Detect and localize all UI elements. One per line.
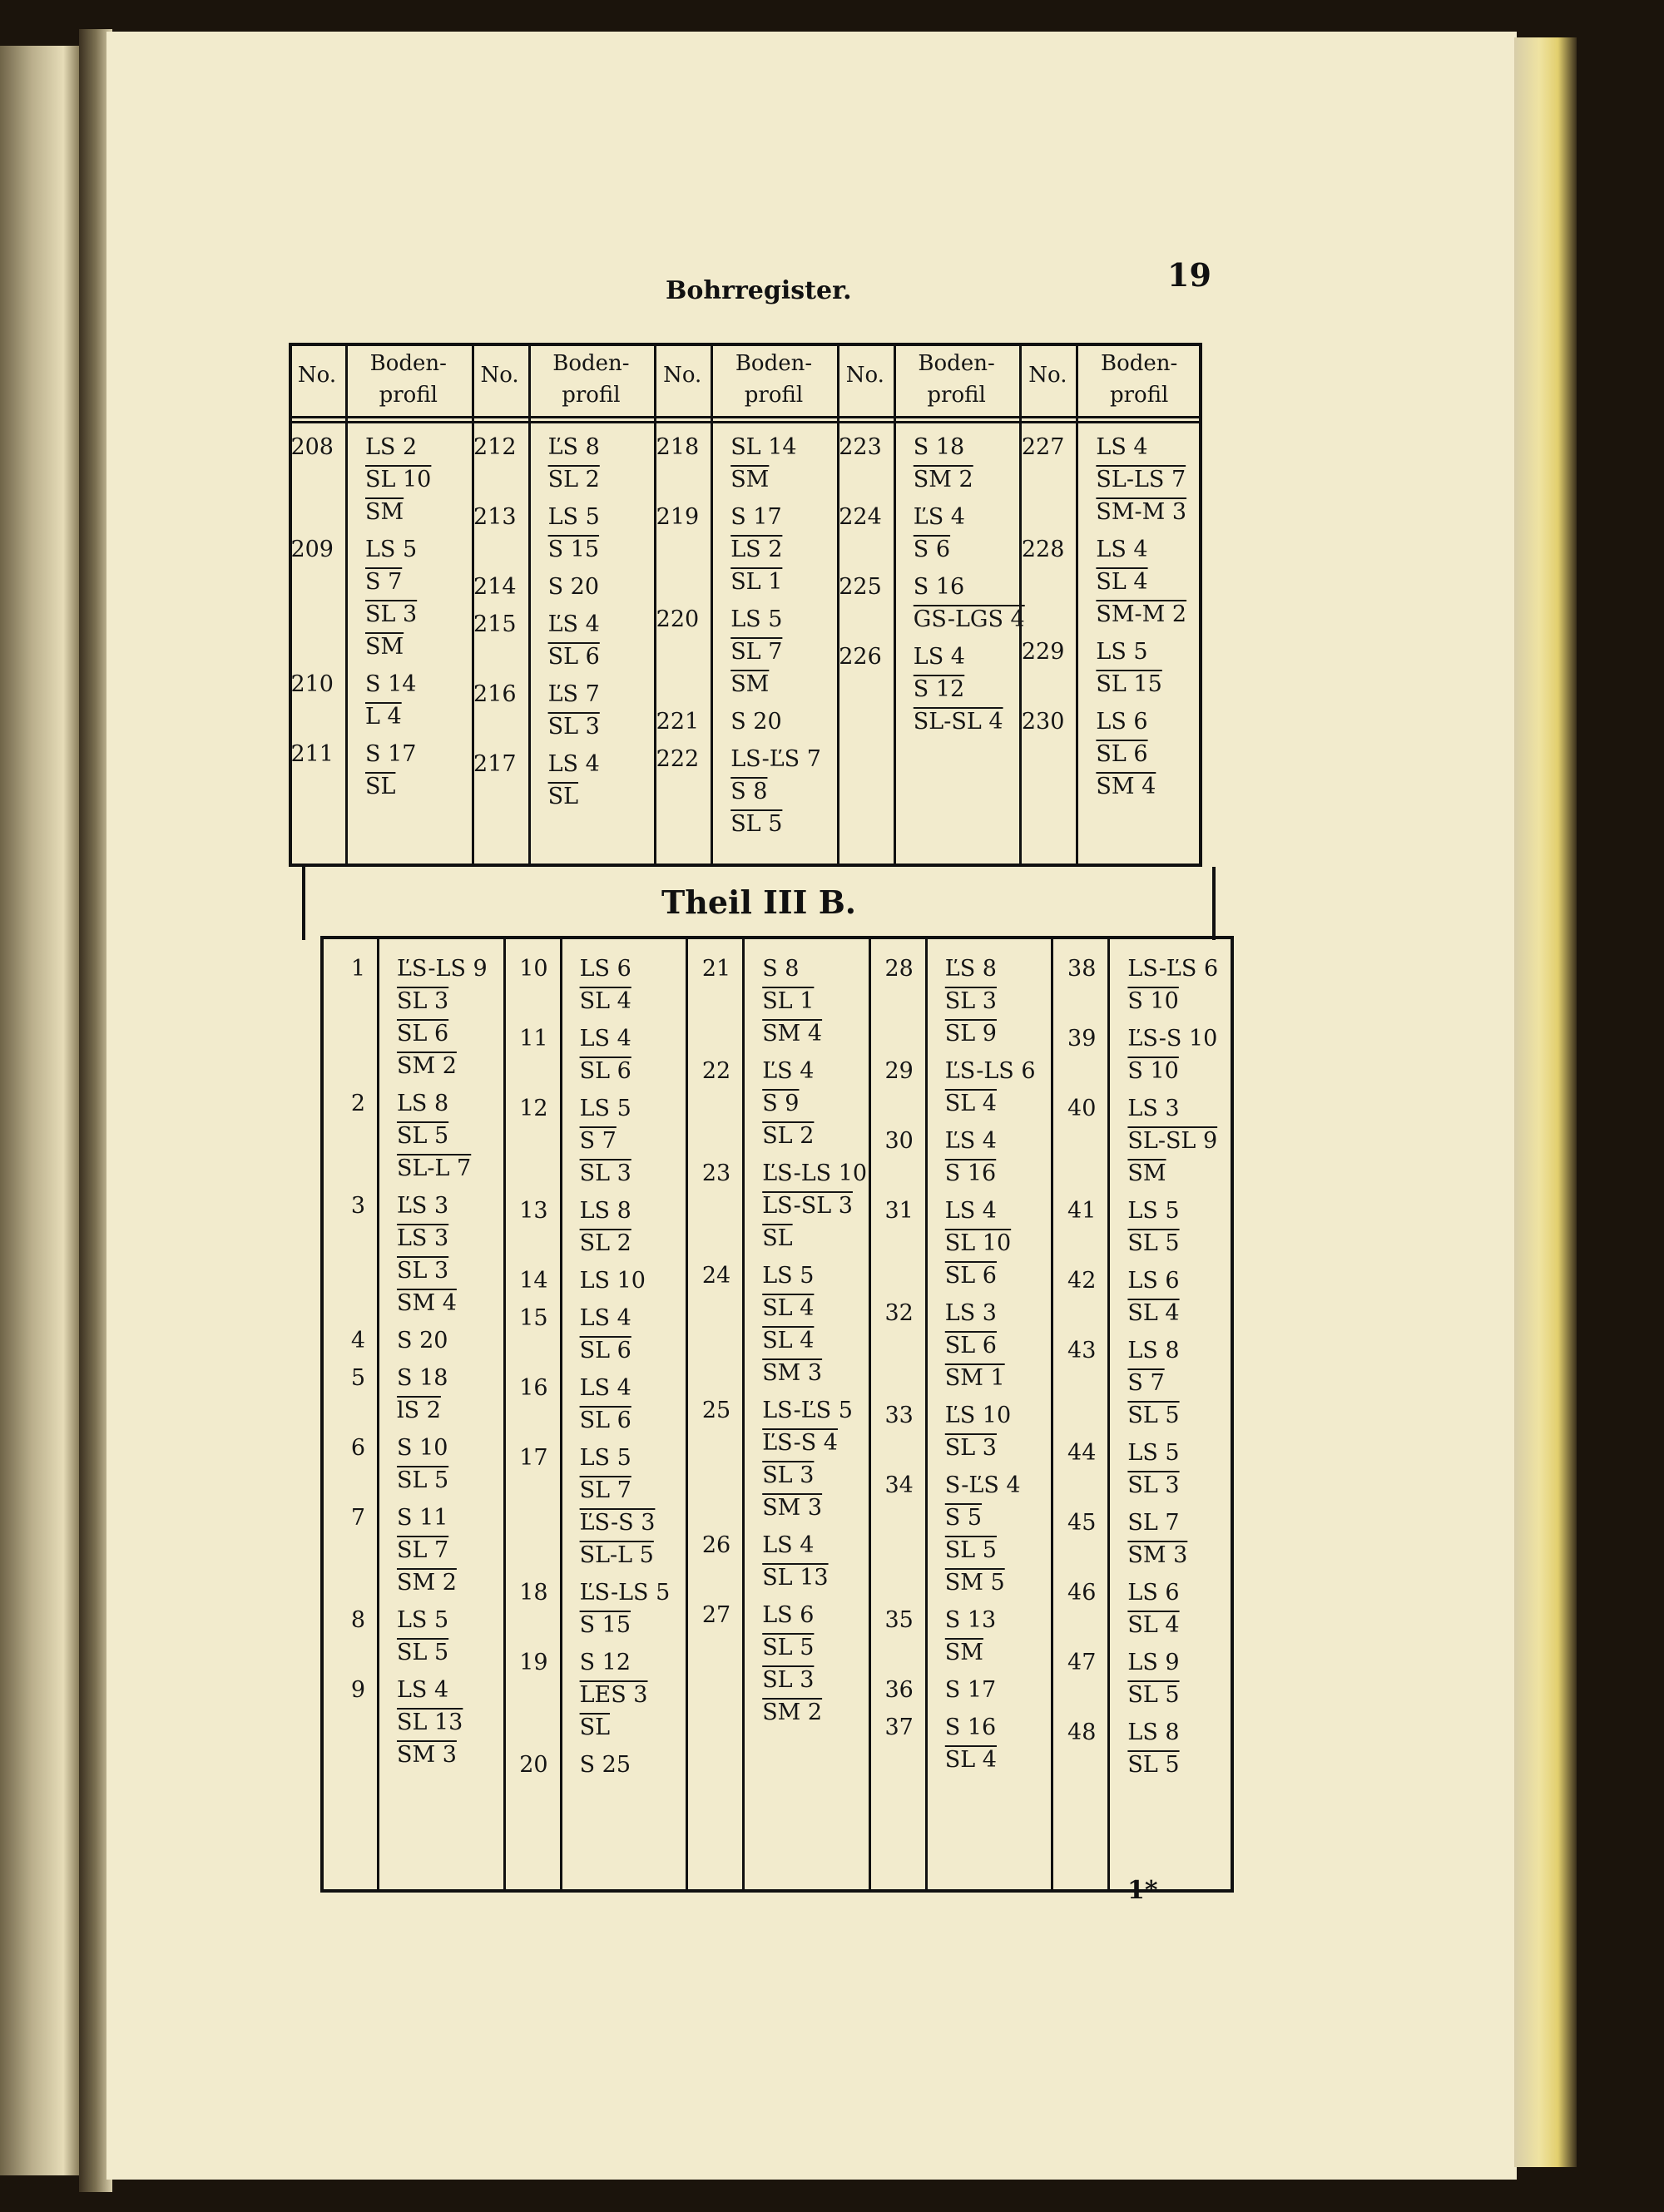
entry-no: 42: [1067, 1268, 1097, 1294]
entry-no: 11: [519, 1026, 548, 1052]
entry-no: 216: [473, 681, 517, 707]
entry-profil-line: LS 5: [1096, 639, 1148, 665]
entry-profil-line: GS-LGS 4: [913, 606, 1025, 632]
entry-no: 47: [1067, 1650, 1097, 1675]
entry-no: 228: [1021, 537, 1065, 562]
entry-profil-line: SL 2: [762, 1123, 815, 1149]
entry-profil-line: LS 8: [1127, 1338, 1180, 1363]
header-no: No.: [845, 363, 884, 388]
entry-profil-line: ĽS 8: [944, 956, 997, 982]
entry-profil-line: SL 10: [944, 1230, 1012, 1256]
entry-no: 9: [350, 1677, 365, 1703]
entry-profil-line: LS 4: [547, 751, 600, 777]
no-divider: [742, 936, 745, 1893]
entry-profil-line: SL 4: [1127, 1300, 1180, 1326]
entry-profil-line: SL 3: [944, 1435, 997, 1461]
entry-no: 210: [290, 671, 334, 697]
entry-profil-line: S 12: [579, 1650, 631, 1675]
entry-no: 30: [884, 1128, 914, 1154]
entry-profil-line: SM 5: [944, 1570, 1005, 1596]
entry-profil-line: S 15: [579, 1612, 631, 1638]
entry-no: 212: [473, 434, 517, 460]
entry-no: 227: [1021, 434, 1065, 460]
entry-profil-line: SL 5: [397, 1467, 449, 1493]
entry-profil-line: SL 4: [762, 1295, 815, 1321]
entry-no: 24: [701, 1263, 731, 1289]
entry-profil-line: SM 2: [762, 1700, 823, 1725]
entry-profil-line: $\overline{SM}$: [730, 467, 770, 492]
entry-profil-line: LS 5: [365, 537, 418, 562]
page-number: 19: [1167, 256, 1211, 294]
entry-no: 35: [884, 1607, 914, 1633]
entry-no: 13: [519, 1198, 548, 1224]
entry-profil-line: SL 14: [730, 434, 797, 460]
entry-no: 229: [1021, 639, 1065, 665]
entry-profil-line: S 6: [913, 537, 951, 562]
entry-profil-line: $\overline{SM}$: [365, 499, 404, 525]
entry-profil-line: LS-ĽS 5: [762, 1398, 853, 1423]
entry-no: 23: [701, 1160, 731, 1186]
header-rule: [289, 416, 1202, 418]
entry-profil-line: LS 8: [579, 1198, 631, 1224]
entry-no: 4: [350, 1328, 365, 1353]
entry-profil-line: SL 5: [730, 811, 783, 837]
entry-profil-line: ĽS-S 4: [762, 1430, 838, 1456]
entry-profil-line: ĽS-S 10: [1127, 1026, 1218, 1052]
entry-no: 214: [473, 574, 517, 600]
header-no: No.: [663, 363, 702, 388]
entry-profil-line: SL 1: [762, 988, 815, 1014]
entry-profil-line: SL 7: [1127, 1510, 1180, 1536]
entry-profil-line: SM-M 2: [1096, 601, 1187, 627]
entry-profil-line: S 15: [547, 537, 600, 562]
entry-profil-line: SL 5: [1127, 1682, 1180, 1708]
entry-profil-line: S 10: [397, 1435, 448, 1461]
entry-profil-line: LS 5: [579, 1445, 631, 1471]
entry-profil-line: SM 2: [397, 1570, 457, 1596]
entry-profil-line: SL 4: [1127, 1612, 1180, 1638]
entry-profil-line: S 7: [579, 1128, 617, 1154]
entry-profil-line: LS 4: [913, 644, 965, 670]
header-profil: Boden- profil: [1101, 351, 1178, 408]
entry-profil-line: SL 3: [365, 601, 418, 627]
entry-profil-line: SL 6: [944, 1263, 997, 1289]
header-rule-2: [289, 421, 1202, 423]
entry-profil-line: S 13: [944, 1607, 997, 1633]
entry-profil-line: SL 3: [397, 1258, 449, 1284]
entry-no: 7: [350, 1505, 365, 1531]
entry-no: 38: [1067, 956, 1097, 982]
entry-profil-line: S 20: [397, 1328, 448, 1353]
header-profil: Boden- profil: [735, 351, 813, 408]
entry-no: 10: [519, 956, 548, 982]
entry-profil-line: S 20: [730, 709, 782, 735]
entry-profil-line: ĽS 7: [547, 681, 600, 707]
entry-no: 22: [701, 1058, 731, 1084]
entry-profil-line: S 18: [913, 434, 965, 460]
entry-profil-line: LS 5: [579, 1096, 631, 1121]
entry-profil-line: lS 2: [397, 1398, 441, 1423]
entry-profil-line: LS 5: [1127, 1440, 1180, 1466]
entry-profil-line: SL-SL 4: [913, 709, 1003, 735]
header-no: No.: [1028, 363, 1067, 388]
section-title: Theil III B.: [661, 883, 857, 921]
header-profil: Boden- profil: [552, 351, 630, 408]
entry-profil-line: SL-LS 7: [1096, 467, 1186, 492]
page-block-edge: [1514, 37, 1577, 2167]
entry-profil-line: SL-SL 9: [1127, 1128, 1218, 1154]
entry-profil-line: LS 4: [1096, 537, 1148, 562]
entry-profil-line: LS-ĽS 6: [1127, 956, 1219, 982]
entry-profil-line: SL 1: [730, 569, 783, 595]
entry-profil-line: SL 5: [397, 1123, 449, 1149]
entry-no: 14: [519, 1268, 548, 1294]
facing-page-edge: [0, 46, 79, 2175]
entry-no: 21: [701, 956, 731, 982]
entry-profil-line: SM-M 3: [1096, 499, 1187, 525]
entry-profil-line: S 20: [547, 574, 600, 600]
entry-profil-line: SL-L 5: [579, 1542, 654, 1568]
entry-no: 224: [839, 504, 882, 530]
entry-profil-line: SL 6: [547, 644, 600, 670]
entry-profil-line: SL 4: [579, 988, 631, 1014]
entry-profil-line: S 17: [365, 741, 417, 767]
entry-profil-line: ĽS-LS 5: [579, 1580, 671, 1606]
entry-profil-line: LS 3: [397, 1225, 449, 1251]
entry-no: 217: [473, 751, 517, 777]
entry-profil-line: SL 6: [579, 1408, 631, 1433]
entry-profil-line: SL 4: [944, 1091, 997, 1116]
entry-no: 230: [1021, 709, 1065, 735]
entry-no: 48: [1067, 1720, 1097, 1745]
entry-profil-line: S 18: [397, 1365, 448, 1391]
entry-profil-line: SL 10: [365, 467, 432, 492]
entry-no: 220: [656, 606, 700, 632]
entry-no: 8: [350, 1607, 365, 1633]
entry-profil-line: LS 4: [762, 1532, 815, 1558]
entry-profil-line: $\overline{SM}$: [944, 1640, 983, 1665]
entry-profil-line: SM 2: [397, 1053, 457, 1079]
entry-profil-line: $\overline{SL}$: [547, 784, 579, 809]
entry-no: 26: [701, 1532, 731, 1558]
entry-profil-line: ĽS 4: [547, 611, 600, 637]
entry-profil-line: S 17: [730, 504, 782, 530]
entry-profil-line: S 11: [397, 1505, 448, 1531]
entry-profil-line: ĽS-LS 9: [397, 956, 488, 982]
header-no: No.: [297, 363, 337, 388]
entry-profil-line: SL 6: [397, 1021, 449, 1047]
entry-profil-line: ĽS 3: [397, 1193, 449, 1219]
entry-profil-line: LS 3: [1127, 1096, 1180, 1121]
entry-profil-line: SM 4: [762, 1021, 823, 1047]
entry-profil-line: SL 3: [397, 988, 449, 1014]
entry-profil-line: SL 2: [579, 1230, 631, 1256]
entry-profil-line: LS 5: [730, 606, 783, 632]
entry-profil-line: $\overline{SL}$: [365, 774, 396, 799]
entry-profil-line: SL 5: [1127, 1752, 1180, 1778]
entry-profil-line: LS 6: [1096, 709, 1148, 735]
entry-profil-line: SL 3: [762, 1667, 815, 1693]
entry-profil-line: $\overline{SM}$: [365, 634, 404, 660]
entry-profil-line: LS 5: [1127, 1198, 1180, 1224]
no-divider: [377, 936, 379, 1893]
entry-profil-line: S-ĽS 4: [944, 1472, 1021, 1498]
entry-profil-line: S 14: [365, 671, 417, 697]
entry-no: 44: [1067, 1440, 1097, 1466]
entry-no: 19: [519, 1650, 548, 1675]
entry-profil-line: SL 15: [1096, 671, 1162, 697]
entry-profil-line: S 16: [944, 1715, 997, 1740]
entry-profil-line: SL 6: [1096, 741, 1148, 767]
entry-no: 215: [473, 611, 517, 637]
no-divider: [560, 936, 562, 1893]
entry-profil-line: LS 5: [397, 1607, 449, 1633]
header-profil: Boden- profil: [918, 351, 995, 408]
entry-profil-line: SL 5: [944, 1537, 997, 1563]
entry-profil-line: LS 6: [762, 1602, 815, 1628]
entry-no: 46: [1067, 1580, 1097, 1606]
entry-profil-line: ĽS-LS 6: [944, 1058, 1036, 1084]
entry-no: 223: [839, 434, 882, 460]
entry-no: 213: [473, 504, 517, 530]
entry-profil-line: S 7: [1127, 1370, 1165, 1396]
entry-no: 32: [884, 1300, 914, 1326]
entry-profil-line: LS 8: [1127, 1720, 1180, 1745]
entry-no: 15: [519, 1305, 548, 1331]
entry-profil-line: L 4: [365, 704, 402, 730]
entry-profil-line: SL 2: [547, 467, 600, 492]
entry-profil-line: S 16: [913, 574, 965, 600]
entry-profil-line: SM 4: [1096, 774, 1156, 799]
entry-profil-line: ĽS 4: [762, 1058, 815, 1084]
entry-profil-line: LS 2: [730, 537, 783, 562]
entry-profil-line: SL 5: [1127, 1230, 1180, 1256]
entry-profil-line: SL 9: [944, 1021, 997, 1047]
entry-no: 218: [656, 434, 700, 460]
entry-profil-line: LS 9: [1127, 1650, 1180, 1675]
entry-no: 3: [350, 1193, 365, 1219]
entry-no: 39: [1067, 1026, 1097, 1052]
entry-profil-line: SL 13: [397, 1710, 463, 1735]
entry-profil-line: LS 6: [1127, 1580, 1180, 1606]
no-divider: [925, 936, 928, 1893]
section-band: [302, 867, 1216, 940]
entry-no: 40: [1067, 1096, 1097, 1121]
entry-no: 27: [701, 1602, 731, 1628]
entry-profil-line: SL 3: [1127, 1472, 1180, 1498]
entry-profil-line: SM 1: [944, 1365, 1005, 1391]
entry-profil-line: SL 6: [579, 1058, 631, 1084]
entry-no: 16: [519, 1375, 548, 1401]
entry-no: 12: [519, 1096, 548, 1121]
entry-profil-line: S 10: [1127, 988, 1179, 1014]
entry-profil-line: SM 4: [397, 1290, 457, 1316]
entry-no: 219: [656, 504, 700, 530]
entry-profil-line: S 16: [944, 1160, 997, 1186]
column-divider: [1051, 936, 1053, 1893]
entry-profil-line: S 12: [913, 676, 965, 702]
entry-profil-line: $\overline{SM}$: [1127, 1160, 1166, 1186]
entry-profil-line: SL 5: [397, 1640, 449, 1665]
entry-profil-line: SL-L 7: [397, 1155, 472, 1181]
entry-profil-line: LS 4: [579, 1026, 631, 1052]
entry-profil-line: LS 4: [579, 1305, 631, 1331]
entry-profil-line: SL 6: [579, 1338, 631, 1363]
entry-profil-line: SL 4: [762, 1328, 815, 1353]
entry-profil-line: ĽS-S 3: [579, 1510, 656, 1536]
entry-profil-line: ĽS 4: [913, 504, 965, 530]
entry-profil-line: SM 3: [1127, 1542, 1188, 1568]
entry-no: 209: [290, 537, 334, 562]
entry-no: 222: [656, 746, 700, 772]
entry-profil-line: LS 5: [547, 504, 600, 530]
entry-profil-line: SL 3: [579, 1160, 631, 1186]
entry-profil-line: SL 6: [944, 1333, 997, 1358]
entry-no: 5: [350, 1365, 365, 1391]
entry-profil-line: S 8: [730, 779, 768, 804]
entry-profil-line: SL 3: [944, 988, 997, 1014]
no-divider: [1107, 936, 1110, 1893]
entry-profil-line: LS 4: [579, 1375, 631, 1401]
entry-profil-line: S 17: [944, 1677, 997, 1703]
entry-profil-line: SL 7: [730, 639, 783, 665]
entry-no: 31: [884, 1198, 914, 1224]
entry-no: 45: [1067, 1510, 1097, 1536]
entry-profil-line: LS-ĽS 7: [730, 746, 821, 772]
entry-profil-line: LS 10: [579, 1268, 646, 1294]
entry-profil-line: ĽS 10: [944, 1403, 1012, 1428]
entry-profil-line: SL 13: [762, 1565, 829, 1591]
entry-no: 37: [884, 1715, 914, 1740]
entry-profil-line: ĽS 8: [547, 434, 600, 460]
entry-no: 29: [884, 1058, 914, 1084]
entry-profil-line: LS 4: [1096, 434, 1148, 460]
entry-profil-line: LS 5: [762, 1263, 815, 1289]
entry-profil-line: $\overline{SL}$: [579, 1715, 611, 1740]
entry-profil-line: LES 3: [579, 1682, 648, 1708]
entry-profil-line: LS 8: [397, 1091, 449, 1116]
entry-no: 225: [839, 574, 882, 600]
entry-no: 221: [656, 709, 700, 735]
entry-no: 41: [1067, 1198, 1097, 1224]
entry-no: 43: [1067, 1338, 1097, 1363]
entry-profil-line: LS 6: [1127, 1268, 1180, 1294]
entry-no: 25: [701, 1398, 731, 1423]
entry-no: 208: [290, 434, 334, 460]
entry-no: 20: [519, 1752, 548, 1778]
entry-profil-line: S 25: [579, 1752, 631, 1778]
running-head: Bohrregister.: [666, 276, 852, 305]
entry-profil-line: S 8: [762, 956, 800, 982]
entry-profil-line: LS-SL 3: [762, 1193, 853, 1219]
entry-no: 211: [290, 741, 334, 767]
entry-no: 33: [884, 1403, 914, 1428]
entry-profil-line: S 9: [762, 1091, 800, 1116]
entry-profil-line: SM 3: [397, 1742, 457, 1768]
entry-no: 18: [519, 1580, 548, 1606]
entry-profil-line: LS 2: [365, 434, 418, 460]
entry-profil-line: LS 3: [944, 1300, 997, 1326]
entry-profil-line: SL 4: [944, 1747, 997, 1773]
entry-profil-line: $\overline{SM}$: [730, 671, 770, 697]
entry-no: 226: [839, 644, 882, 670]
entry-profil-line: S 10: [1127, 1058, 1179, 1084]
entry-profil-line: SM 3: [762, 1360, 823, 1386]
entry-profil-line: LS 4: [397, 1677, 449, 1703]
entry-profil-line: ĽS-LS 10: [762, 1160, 868, 1186]
entry-profil-line: LS 4: [944, 1198, 997, 1224]
entry-profil-line: SL 7: [579, 1477, 631, 1503]
entry-profil-line: ĽS 4: [944, 1128, 997, 1154]
entry-profil-line: SL 5: [1127, 1403, 1180, 1428]
entry-no: 1: [350, 956, 365, 982]
entry-no: 17: [519, 1445, 548, 1471]
entry-no: 6: [350, 1435, 365, 1461]
entry-no: 28: [884, 956, 914, 982]
entry-profil-line: LS 6: [579, 956, 631, 982]
entry-profil-line: SL 3: [547, 714, 600, 740]
entry-no: 36: [884, 1677, 914, 1703]
signature-mark: 1*: [1127, 1876, 1158, 1905]
entry-profil-line: SM 3: [762, 1495, 823, 1521]
entry-no: 34: [884, 1472, 914, 1498]
entry-no: 2: [350, 1091, 365, 1116]
header-profil: Boden- profil: [369, 351, 447, 408]
entry-profil-line: SM 2: [913, 467, 973, 492]
entry-profil-line: SL 4: [1096, 569, 1148, 595]
entry-profil-line: SL 3: [762, 1462, 815, 1488]
entry-profil-line: S 5: [944, 1505, 983, 1531]
entry-profil-line: SL 5: [762, 1635, 815, 1660]
entry-profil-line: $\overline{SL}$: [762, 1225, 793, 1251]
entry-profil-line: SL 7: [397, 1537, 449, 1563]
entry-profil-line: S 7: [365, 569, 403, 595]
header-no: No.: [480, 363, 519, 388]
